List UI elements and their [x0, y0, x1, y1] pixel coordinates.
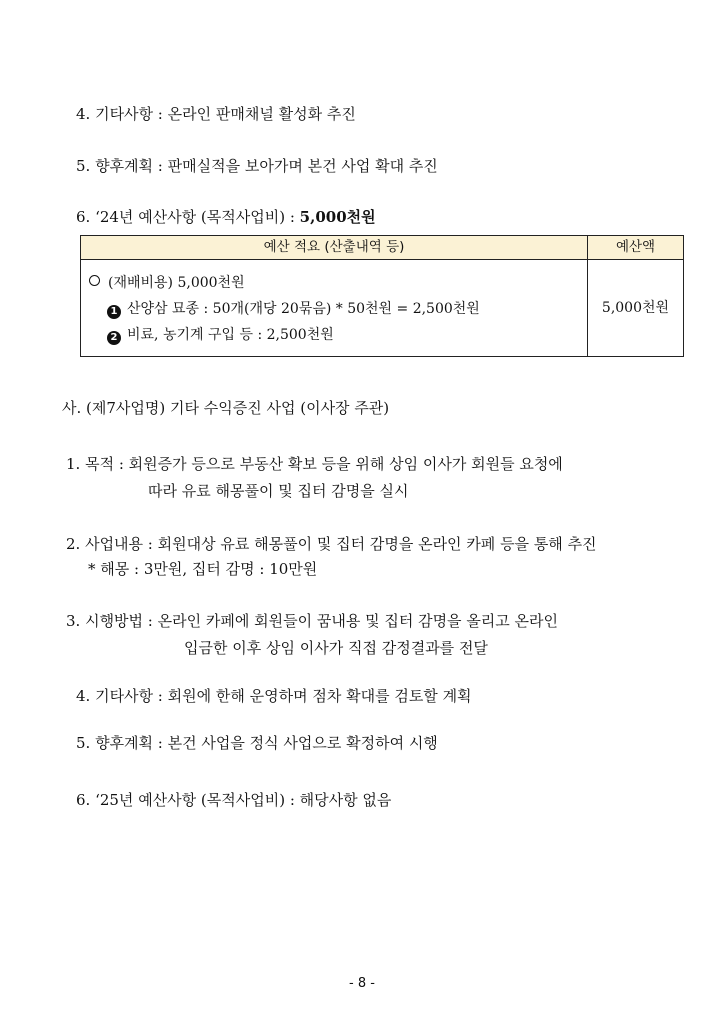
sa-item-2-line-2: * 해몽 : 3만원, 집터 감명 : 10만원 [88, 560, 318, 578]
prev-item-6-label: 6. ‘24년 예산사항 (목적사업비) : [76, 208, 300, 226]
budget-sub-item-1 [107, 300, 480, 319]
prev-item-5: 5. 향후계획 : 판매실적을 보아가며 본건 사업 확대 추진 [76, 157, 438, 175]
budget-main-item-text: (재배비용) 5,000천원 [108, 275, 245, 291]
sa-item-6: 6. ‘25년 예산사항 (목적사업비) : 해당사항 없음 [76, 791, 392, 809]
budget-table-header [81, 236, 683, 260]
budget-sub-item-1-text: 산양삼 묘종 : 50개(개당 20묶음) * 50천원 = 2,500천원 [127, 301, 480, 317]
sa-item-3-line-1: 3. 시행방법 : 온라인 카페에 회원들이 꿈내용 및 집터 감명을 올리고 온라인 [66, 612, 559, 630]
prev-item-6-amount: 5,000천원 [299, 208, 376, 226]
prev-item-4: 4. 기타사항 : 온라인 판매채널 활성화 추진 [76, 105, 356, 123]
sa-item-3-line-2: 입금한 이후 상임 이사가 직접 감정결과를 전달 [184, 639, 488, 657]
number-one-icon: 1 [107, 305, 121, 319]
budget-sub-item-2-text: 비료, 농기계 구입 등 : 2,500천원 [127, 327, 334, 343]
sa-item-1-line-1: 1. 목적 : 회원증가 등으로 부동산 확보 등을 위해 상임 이사가 회원들 요청에 [66, 455, 563, 473]
sa-item-5: 5. 향후계획 : 본건 사업을 정식 사업으로 확정하여 시행 [76, 734, 438, 752]
sa-item-2-line-1: 2. 사업내용 : 회원대상 유료 해몽풀이 및 집터 감명을 온라인 카페 등을 통해 추진 [66, 535, 597, 553]
section-sa-title: 사. (제7사업명) 기타 수익증진 사업 (이사장 주관) [62, 399, 390, 417]
budget-main-item [89, 274, 245, 292]
number-two-icon: 2 [107, 331, 121, 345]
budget-item-cell [81, 260, 588, 356]
budget-table [80, 235, 684, 357]
sa-item-4: 4. 기타사항 : 회원에 한해 운영하며 점차 확대를 검토할 계획 [76, 687, 472, 705]
page-number: - 8 - [349, 976, 375, 991]
prev-item-6 [76, 207, 376, 227]
circle-bullet-icon [89, 275, 100, 286]
budget-sub-item-2 [107, 326, 334, 345]
header-budget-item: 예산 적요 (산출내역 등) [81, 236, 588, 259]
sa-item-1-line-2: 따라 유료 해몽풀이 및 집터 감명을 실시 [148, 482, 409, 500]
budget-amount-cell: 5,000천원 [601, 300, 670, 316]
header-budget-amount: 예산액 [615, 239, 656, 255]
